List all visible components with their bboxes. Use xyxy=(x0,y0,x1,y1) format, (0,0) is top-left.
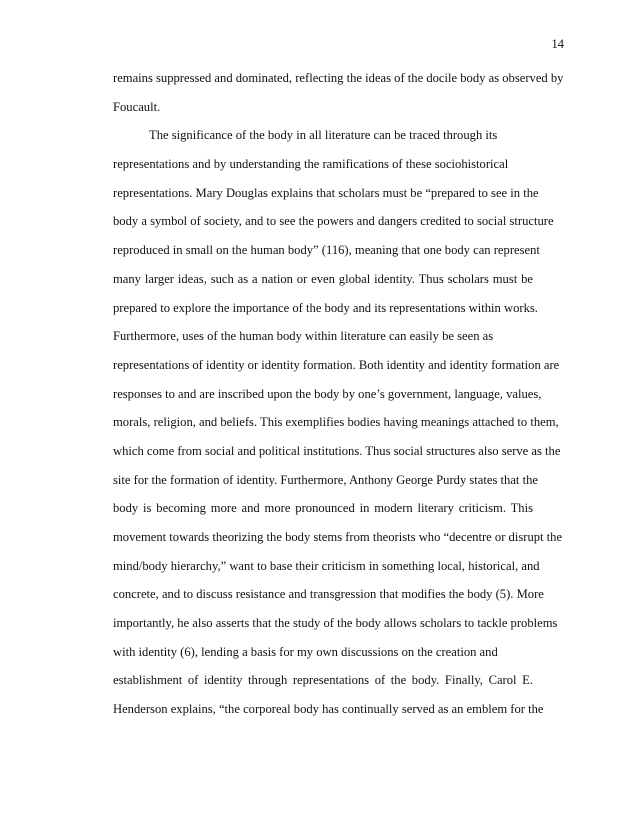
text-line: mind/body hierarchy,” want to base their criticism in something local, historical, and xyxy=(113,558,540,573)
text-line: reproduced in small on the human body” (116), meaning that one body can represent xyxy=(113,243,540,258)
text-line: representations and by understanding the ramifications of these sociohistorical xyxy=(113,157,509,172)
text-line: Foucault. xyxy=(113,99,161,114)
text-line: movement towards theorizing the body stems from theorists who “decentre or disrupt the xyxy=(113,530,563,544)
text-line: Furthermore, uses of the human body within literature can easily be seen as xyxy=(113,329,494,344)
text-line: prepared to explore the importance of the body and its representations within works. xyxy=(113,300,538,315)
text-line: importantly, he also asserts that the study of the body allows scholars to tackle problems xyxy=(113,616,558,631)
page-number: 14 xyxy=(551,37,564,51)
text-line: responses to and are inscribed upon the body by one’s government, language, values, xyxy=(113,386,542,401)
text-line: concrete, and to discuss resistance and transgression that modifies the body (5). More xyxy=(113,587,544,602)
text-line: many larger ideas, such as a nation or even global identity. Thus scholars must be xyxy=(113,271,533,286)
text-line: body a symbol of society, and to see the powers and dangers credited to social structure xyxy=(113,214,554,229)
text-line: remains suppressed and dominated, reflecting the ideas of the docile body as observed by xyxy=(113,71,564,85)
text-line: body is becoming more and more pronounced in modern literary criticism. This xyxy=(113,501,533,516)
text-line: which come from social and political institutions. Thus social structures also serve as the xyxy=(113,443,561,458)
text-line: morals, religion, and beliefs. This exemplifies bodies having meanings attached to them, xyxy=(113,415,559,430)
paragraph-start-line: The significance of the body in all literature can be traced through its xyxy=(149,128,498,143)
text-line: Henderson explains, “the corporeal body has continually served as an emblem for the xyxy=(113,702,544,717)
text-line: establishment of identity through representations of the body. Finally, Carol E. xyxy=(113,673,533,688)
text-line: representations. Mary Douglas explains that scholars must be “prepared to see in the xyxy=(113,185,539,200)
body-text xyxy=(113,70,564,730)
text-line: with identity (6), lending a basis for my own discussions on the creation and xyxy=(113,644,498,659)
text-line: site for the formation of identity. Furthermore, Anthony George Purdy states that the xyxy=(113,472,538,487)
text-line: representations of identity or identity formation. Both identity and identity formation are xyxy=(113,357,560,372)
